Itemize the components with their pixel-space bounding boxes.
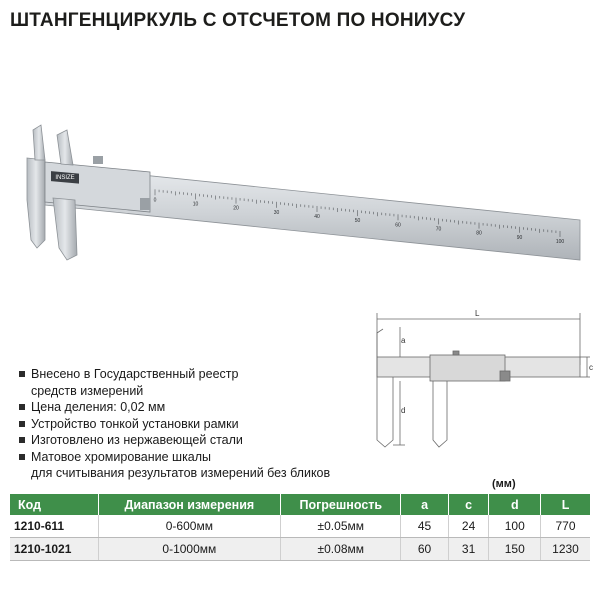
label-c: c	[589, 363, 593, 372]
cell-code: 1210-611	[10, 515, 98, 538]
feature-item: Цена деления: 0,02 мм	[18, 399, 378, 416]
scale-number: 70	[435, 226, 442, 233]
cell-code: 1210-1021	[10, 538, 98, 561]
header-a: a	[401, 494, 448, 515]
label-a: a	[401, 336, 406, 345]
feature-list	[18, 366, 378, 482]
cell-a: 45	[401, 515, 448, 538]
label-L: L	[475, 309, 480, 318]
cell-c: 31	[448, 538, 489, 561]
cell-d: 150	[489, 538, 541, 561]
caliper-photo	[15, 120, 585, 280]
table-row	[10, 538, 590, 561]
dimension-diagram	[355, 305, 595, 455]
header-accuracy: Погрешность	[281, 494, 401, 515]
scale-number: 30	[273, 209, 280, 216]
scale-number: 60	[395, 222, 401, 229]
scale-number: 0	[153, 197, 157, 204]
scale-number: 20	[233, 205, 239, 212]
table-row	[10, 515, 590, 538]
cell-accuracy: ±0.08мм	[281, 538, 401, 561]
feature-item: для считывания результатов измерений без бликов	[31, 466, 331, 480]
scale-number: 40	[314, 213, 320, 220]
table-header-row	[10, 494, 590, 515]
cell-range: 0-600мм	[98, 515, 281, 538]
feature-item: Внесено в Государственный реестр	[18, 366, 378, 383]
cell-L: 1230	[541, 538, 590, 561]
cell-accuracy: ±0.05мм	[281, 515, 401, 538]
header-code: Код	[10, 494, 98, 515]
scale-number: 80	[476, 230, 482, 237]
feature-item: Матовое хромирование шкалы	[18, 449, 378, 466]
header-d: d	[489, 494, 541, 515]
header-L: L	[541, 494, 590, 515]
cell-L: 770	[541, 515, 590, 538]
header-range: Диапазон измерения	[98, 494, 281, 515]
label-d: d	[401, 406, 406, 415]
scale-number: 100	[555, 238, 565, 245]
header-c: c	[448, 494, 489, 515]
feature-item: Изготовлено из нержавеющей стали	[18, 432, 378, 449]
feature-item: Устройство тонкой установки рамки	[18, 416, 378, 433]
cell-d: 100	[489, 515, 541, 538]
spec-table	[10, 494, 590, 561]
feature-item: средств измерений	[31, 383, 144, 398]
scale-number: 90	[516, 234, 523, 241]
cell-a: 60	[401, 538, 448, 561]
scale-number: 50	[354, 218, 361, 225]
page-title: ШТАНГЕНЦИРКУЛЬ С ОТСЧЕТОМ ПО НОНИУСУ	[10, 10, 466, 31]
scale-number: 10	[192, 201, 199, 208]
brand-mark: INSIZE	[55, 175, 75, 181]
cell-range: 0-1000мм	[98, 538, 281, 561]
cell-c: 24	[448, 515, 489, 538]
unit-note: (мм)	[492, 478, 516, 490]
